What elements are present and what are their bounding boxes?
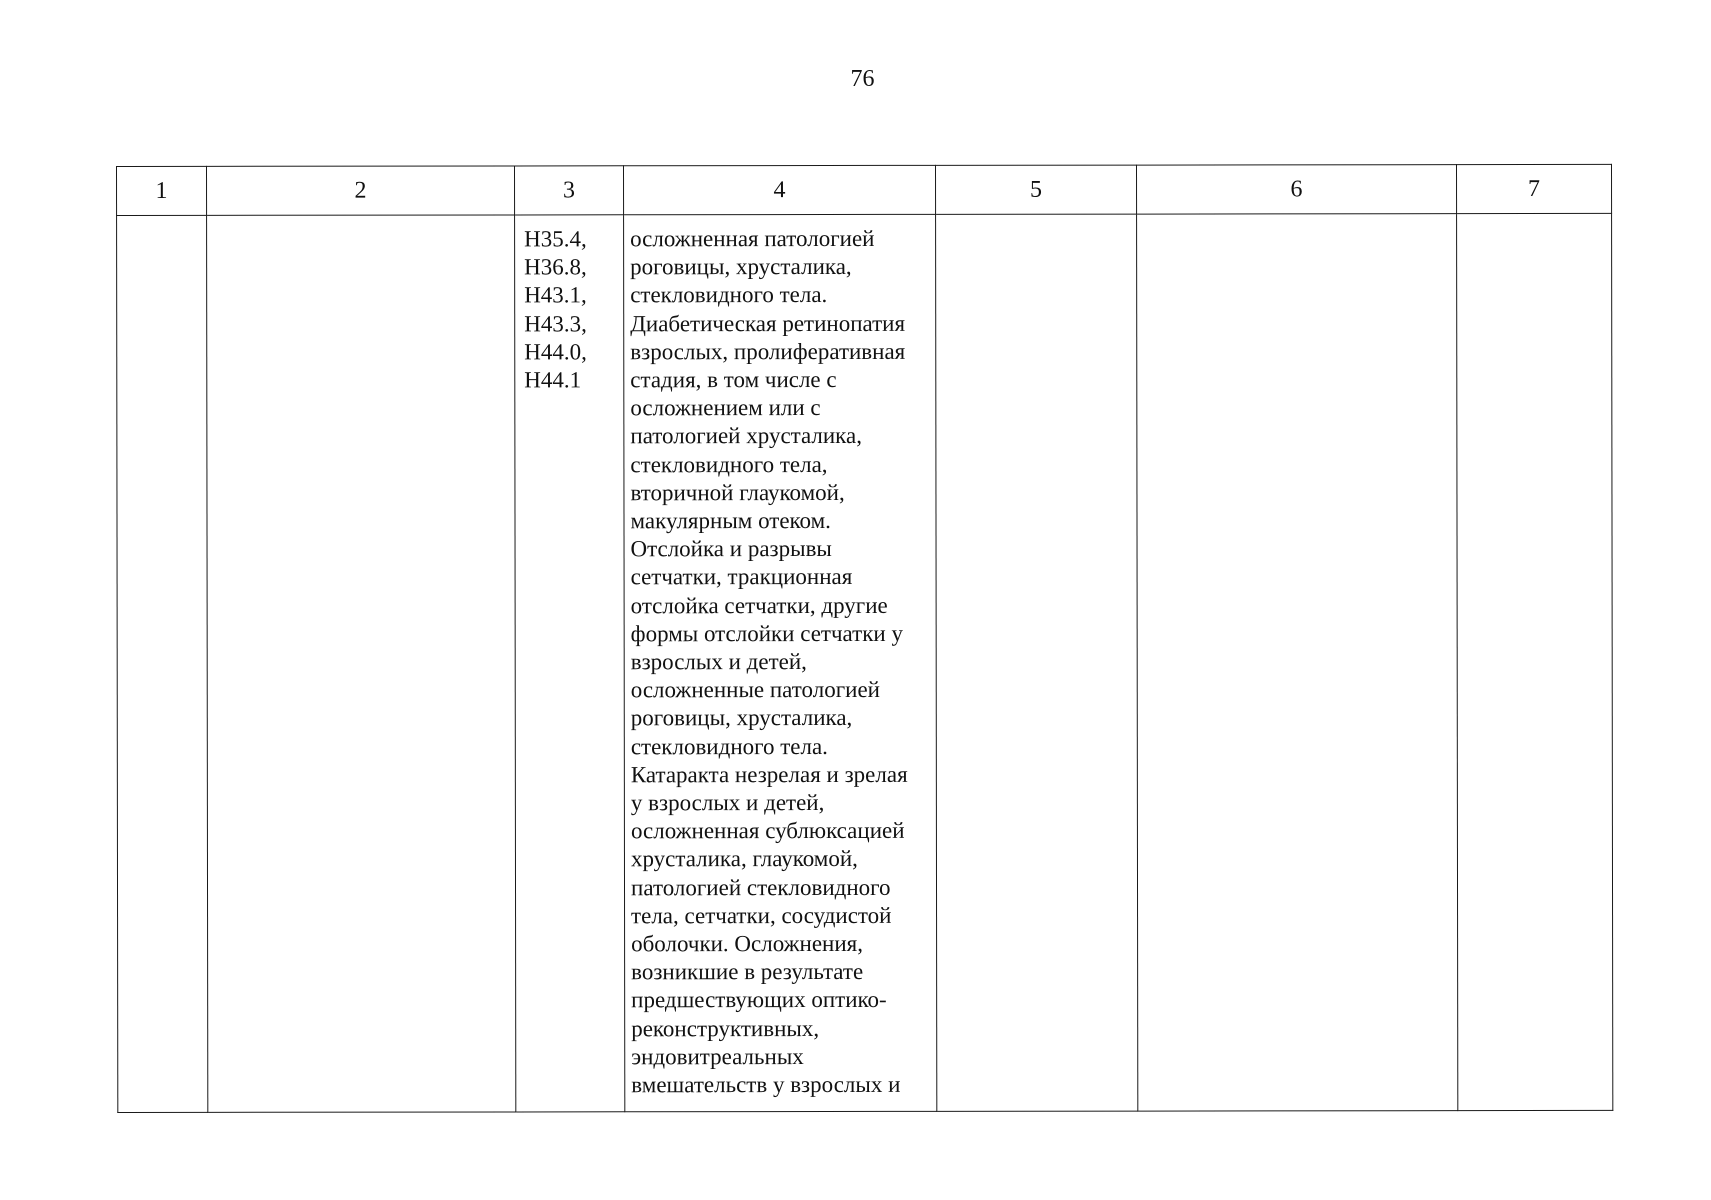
condition-description-cell: осложненная патологией роговицы, хрусталика, стекловидного тела. Диабетическая ретинопатия взрослых, пролиферативная стадия, в том числе с осложнением или с патологией хрусталика, стекловидного тела, вторичной глаукомой, макулярным отеком. Отслойка и разрывы сетчатки, тракционная отслойка сетчатки, другие формы отслойки сетчатки у взрослых и детей, осложненные патологией роговицы, хрусталика, стекловидного тела. Катаракта незрелая и зрелая у взрослых и детей, осложненная сублюксацией хрусталика, глаукомой, патологией стекловидного тела, сетчатки, сосудистой оболочки. Осложнения, возникшие в результате предшествующих оптико- реконструктивных, эндовитреальных вмешательств у взрослых и	[624, 214, 937, 1111]
cell-col-7	[1457, 213, 1613, 1110]
cell-col-2	[207, 215, 516, 1112]
header-col-6: 6	[1136, 165, 1456, 214]
header-col-5: 5	[935, 165, 1136, 214]
cell-col-1	[117, 215, 208, 1112]
page-number: 76	[850, 66, 875, 92]
header-col-2: 2	[207, 166, 515, 215]
header-col-1: 1	[117, 166, 207, 215]
header-col-4: 4	[624, 165, 936, 214]
cell-col-5	[936, 214, 1138, 1111]
table-body	[117, 213, 1613, 1112]
table-row	[117, 213, 1613, 1112]
diagnosis-codes-cell: H35.4, H36.8, H43.1, H43.3, H44.0, H44.1	[515, 215, 625, 1112]
header-col-3: 3	[515, 166, 624, 215]
document-table	[116, 164, 1613, 1113]
cell-col-6	[1137, 214, 1458, 1111]
table-header	[117, 164, 1612, 215]
header-row	[117, 164, 1612, 215]
header-col-7: 7	[1456, 164, 1611, 213]
